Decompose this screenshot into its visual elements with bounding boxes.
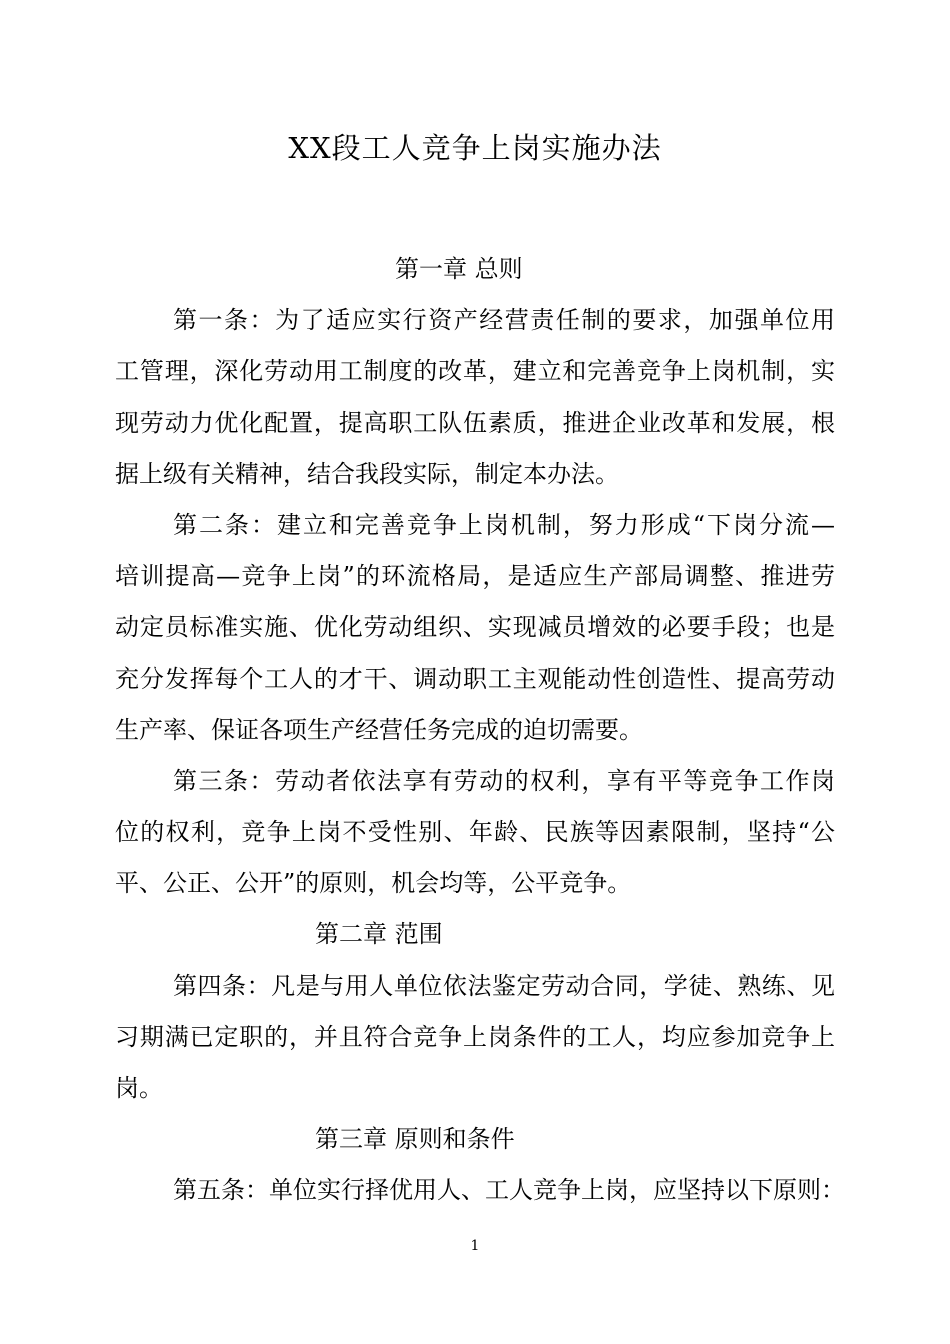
article-2-line-2: 培训提高—竞争上岗”的环流格局，是适应生产部局调整、推进劳 bbox=[115, 562, 835, 591]
article-2-line-3: 动定员标准实施、优化劳动组织、实现减员增效的必要手段；也是 bbox=[115, 613, 835, 642]
chapter-1-heading: 第一章 总则 bbox=[395, 255, 523, 283]
page-number: 1 bbox=[470, 1238, 480, 1254]
article-4-line-1: 第四条：凡是与用人单位依法鉴定劳动合同，学徒、熟练、见 bbox=[173, 971, 835, 1000]
chapter-3-heading: 第三章 原则和条件 bbox=[315, 1125, 515, 1154]
chapter-2-heading: 第二章 范围 bbox=[315, 920, 443, 949]
article-3-line-2: 位的权利，竞争上岗不受性别、年龄、民族等因素限制，坚持“公 bbox=[115, 818, 835, 847]
article-4-line-3: 岗。 bbox=[115, 1074, 163, 1102]
article-3-line-3: 平、公正、公开”的原则，机会均等，公平竞争。 bbox=[115, 869, 632, 898]
article-1-line-1: 第一条：为了适应实行资产经营责任制的要求，加强单位用 bbox=[173, 306, 835, 335]
document-title: XX段工人竞争上岗实施办法 bbox=[288, 131, 662, 165]
article-2-line-1: 第二条：建立和完善竞争上岗机制，努力形成“下岗分流— bbox=[173, 510, 835, 539]
article-2-line-4: 充分发挥每个工人的才干、调动职工主观能动性创造性、提高劳动 bbox=[115, 664, 835, 693]
article-1-line-4: 据上级有关精神，结合我段实际，制定本办法。 bbox=[115, 459, 619, 488]
document-body bbox=[115, 244, 845, 1217]
article-4-line-2: 习期满已定职的，并且符合竞争上岗条件的工人，均应参加竞争上 bbox=[115, 1022, 835, 1051]
article-2-line-5: 生产率、保证各项生产经营任务完成的迫切需要。 bbox=[115, 715, 643, 744]
article-5-line-1: 第五条：单位实行择优用人、工人竞争上岗，应坚持以下原则： bbox=[173, 1176, 845, 1205]
article-1-line-2: 工管理，深化劳动用工制度的改革，建立和完善竞争上岗机制，实 bbox=[115, 357, 835, 386]
article-1-line-3: 现劳动力优化配置，提高职工队伍素质，推进企业改革和发展，根 bbox=[115, 408, 835, 437]
article-3-line-1: 第三条：劳动者依法享有劳动的权利，享有平等竞争工作岗 bbox=[173, 766, 835, 795]
